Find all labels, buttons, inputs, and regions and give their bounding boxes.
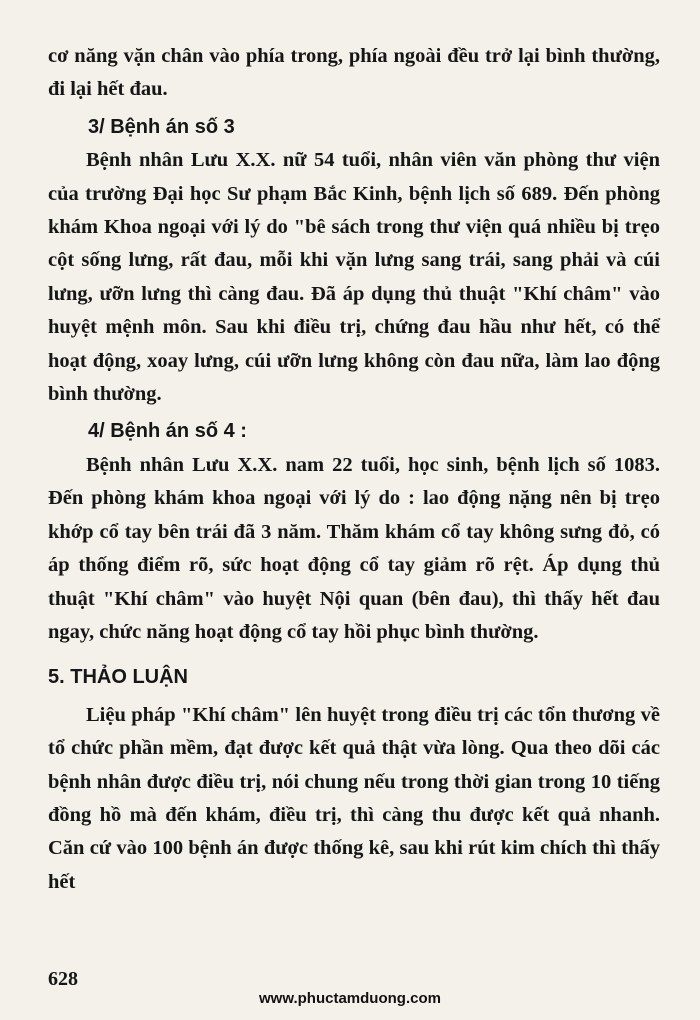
case-4-heading: 4/ Bệnh án số 4 : [88, 420, 247, 443]
case-3-paragraph: Bệnh nhân Lưu X.X. nữ 54 tuổi, nhân viên văn phòng thư viện của trường Đại học Sư phạm Bắc Kinh, bệnh lịch số 689. Đến phòng khám Khoa ngoại với lý do "bê sách trong thư viện quá nhiều bị trẹo cột sống lưng, rất đau, mỗi khi vặn lưng sang trái, sang phải và cúi lưng, ưỡn lưng thì càng đau. Đã áp dụng thủ thuật "Khí châm" vào huyệt mệnh môn. Sau khi điều trị, chứng đau hầu như hết, có thể hoạt động, xoay lưng, cúi ưỡn lưng không còn đau nữa, làm lao động bình thường. [48, 149, 660, 406]
case-3-heading: 3/ Bệnh án số 3 [88, 115, 235, 138]
section-5-paragraph: Liệu pháp "Khí châm" lên huyệt trong điều trị các tổn thương về tổ chức phần mềm, đạt được kết quả thật vừa lòng. Qua theo dõi các bệnh nhân được điều trị, nói chung nếu trong thời gian trong 10 tiếng đồng hồ mà đến khám, điều trị, thì càng thu được kết quả nhanh. Căn cứ vào 100 bệnh án được thống kê, sau khi rút kim chích thì thấy hết [48, 703, 660, 893]
section-5-heading: 5. THẢO LUẬN [48, 666, 188, 689]
paragraph-continued: cơ năng vặn chân vào phía trong, phía ngoài đều trở lại bình thường, đi lại hết đau. [48, 45, 660, 101]
page-number: 628 [48, 968, 78, 990]
case-4-paragraph: Bệnh nhân Lưu X.X. nam 22 tuổi, học sinh, bệnh lịch số 1083. Đến phòng khám khoa ngoại với lý do : lao động nặng nên bị trẹo khớp cổ tay bên trái đã 3 năm. Thăm khám cổ tay không sưng đỏ, có áp thống điểm rõ, sức hoạt động cổ tay giảm rõ rệt. Áp dụng thủ thuật "Khí châm" vào huyệt Nội quan (bên đau), thì thấy hết đau ngay, chức năng hoạt động cổ tay hồi phục bình thường. [48, 453, 660, 643]
website-footer: www.phuctamduong.com [259, 990, 441, 1007]
page-content [48, 40, 660, 899]
